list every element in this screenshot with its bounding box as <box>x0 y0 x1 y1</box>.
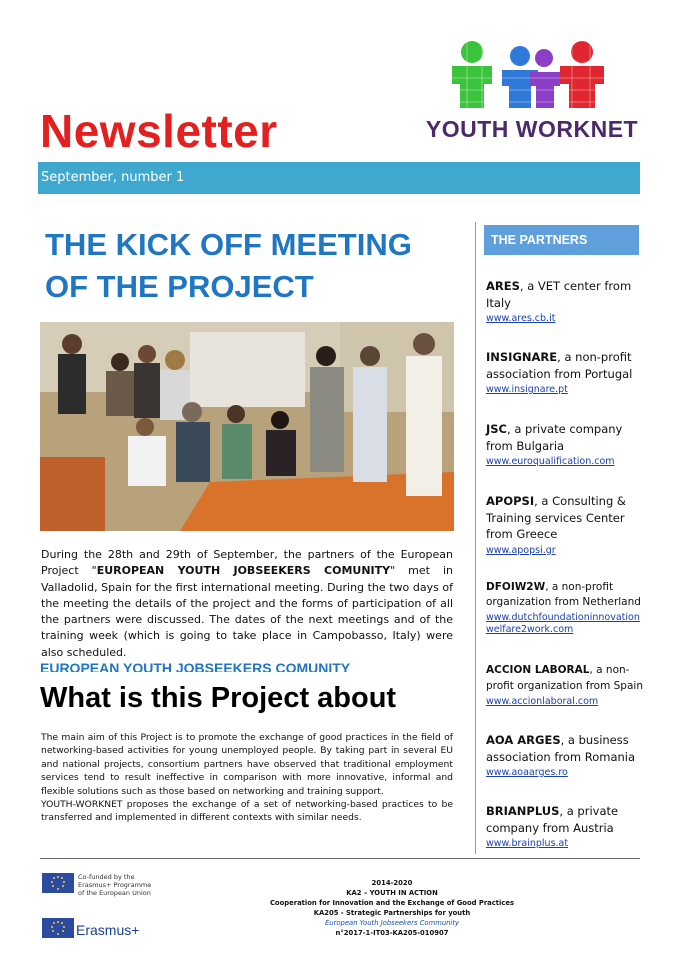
partner-insignare <box>486 349 646 396</box>
partner-aoa-arges <box>486 732 646 779</box>
partner-link-accion-laboral[interactable]: www.accionlaboral.com <box>486 696 599 707</box>
partner-link-dfoiw2w[interactable]: www.dutchfoundationinnovation welfare2work.com <box>486 612 640 635</box>
article-headline <box>45 224 465 308</box>
partners-header <box>484 225 639 255</box>
partner-brianplus <box>486 803 646 850</box>
partner-link-ares[interactable]: www.ares.cb.it <box>486 313 556 324</box>
partner-description: AOA ARGES, a business association from Romania <box>486 733 636 764</box>
youth-worknet-logo <box>422 38 642 148</box>
partners-title: THE PARTNERS <box>491 233 588 247</box>
footer-years: 2014-2020 <box>371 879 413 887</box>
partner-jsc <box>486 421 646 468</box>
footer-action: KA2 – YOUTH IN ACTION <box>346 889 438 897</box>
footer-project-name: European Youth Jobseekers Community <box>324 919 460 927</box>
partner-apopsi <box>486 493 646 557</box>
lead-part-1: During the 28th and 29th of September, the partners of the European Project " <box>41 548 453 578</box>
headline-line-2: OF THE PROJECT <box>45 269 314 304</box>
article-lead-text <box>41 547 453 661</box>
partner-dfoiw2w <box>486 580 646 636</box>
project-caption: EUROPEAN YOUTH JOBSEEKERS COMUNITY <box>40 660 351 672</box>
about-paragraph-1: The main aim of this Project is to promote the exchange of good practices in the field of networking-based activities for young unemployed people. By taking part in several EU and national projects, consortium partners have observed that traditional employment services tend to result ineffective in comparison with more innovative, informal and flexible solutions such as those based on networking and training support. <box>41 732 453 797</box>
logo-text: YOUTH WORKNET <box>425 116 639 142</box>
partner-accion-laboral <box>486 662 646 708</box>
issue-label: September, number 1 <box>41 170 185 185</box>
partner-description: ARES, a VET center from Italy <box>486 279 632 310</box>
about-heading: What is this Project about <box>40 682 397 714</box>
erasmus-logo-text: Erasmus+ <box>76 922 140 938</box>
lead-part-2: " met in Valladolid, Spain for the first international meeting. During the two days of the meeting the details of the project and the forms of participation of all the partners were discussed. The dates of the next meetings and of the training week (which is going to take place in Campobasso, Italy) were also scheduled. <box>41 564 453 659</box>
newsletter-title: Newsletter <box>40 105 278 157</box>
group-photo-image <box>40 322 454 531</box>
about-body <box>41 731 453 825</box>
cofunded-text: Co-funded by the Erasmus+ Programme of the European Union <box>78 873 152 897</box>
partner-link-jsc[interactable]: www.euroqualification.com <box>486 456 615 467</box>
meeting-photo <box>40 322 454 531</box>
puzzle-people-icon <box>422 38 642 118</box>
footer-project-number: n°2017-1-IT03-KA205-010907 <box>335 929 449 937</box>
partner-link-brianplus[interactable]: www.brainplus.at <box>486 838 569 849</box>
partner-ares <box>486 278 646 325</box>
footer-ka205: KA205 - Strategic Partnerships for youth <box>313 909 471 917</box>
footer-divider <box>40 858 640 859</box>
partner-description: ACCION LABORAL, a non-profit organization from Spain <box>486 664 643 692</box>
eu-flag-icon <box>42 918 74 938</box>
partner-description: APOPSI, a Consulting & Training services Center from Greece <box>486 494 626 541</box>
partner-link-insignare[interactable]: www.insignare.pt <box>486 384 568 395</box>
headline-line-1: THE KICK OFF MEETING <box>45 227 412 262</box>
sidebar-divider <box>475 222 476 854</box>
partner-link-aoa-arges[interactable]: www.aoaarges.ro <box>486 767 568 778</box>
eu-flag-icon <box>42 873 74 893</box>
partner-description: INSIGNARE, a non-profit association from Portugal <box>486 350 633 381</box>
about-paragraph-2: YOUTH-WORKNET proposes the exchange of a set of networking-based practices to be transferred and implemented in different contexts with similar needs. <box>41 799 453 824</box>
partner-description: BRIANPLUS, a private company from Austria <box>486 804 619 835</box>
partner-description: JSC, a private company from Bulgaria <box>486 422 623 453</box>
partner-description: DFOIW2W, a non-profit organization from Netherland <box>486 581 641 608</box>
lead-project-name: EUROPEAN YOUTH JOBSEEKERS COMUNITY <box>96 564 391 578</box>
issue-bar <box>38 162 640 194</box>
footer-program-info <box>262 878 522 938</box>
footer-cooperation: Cooperation for Innovation and the Exchange of Good Practices <box>269 899 515 907</box>
partner-link-apopsi[interactable]: www.apopsi.gr <box>486 544 556 556</box>
